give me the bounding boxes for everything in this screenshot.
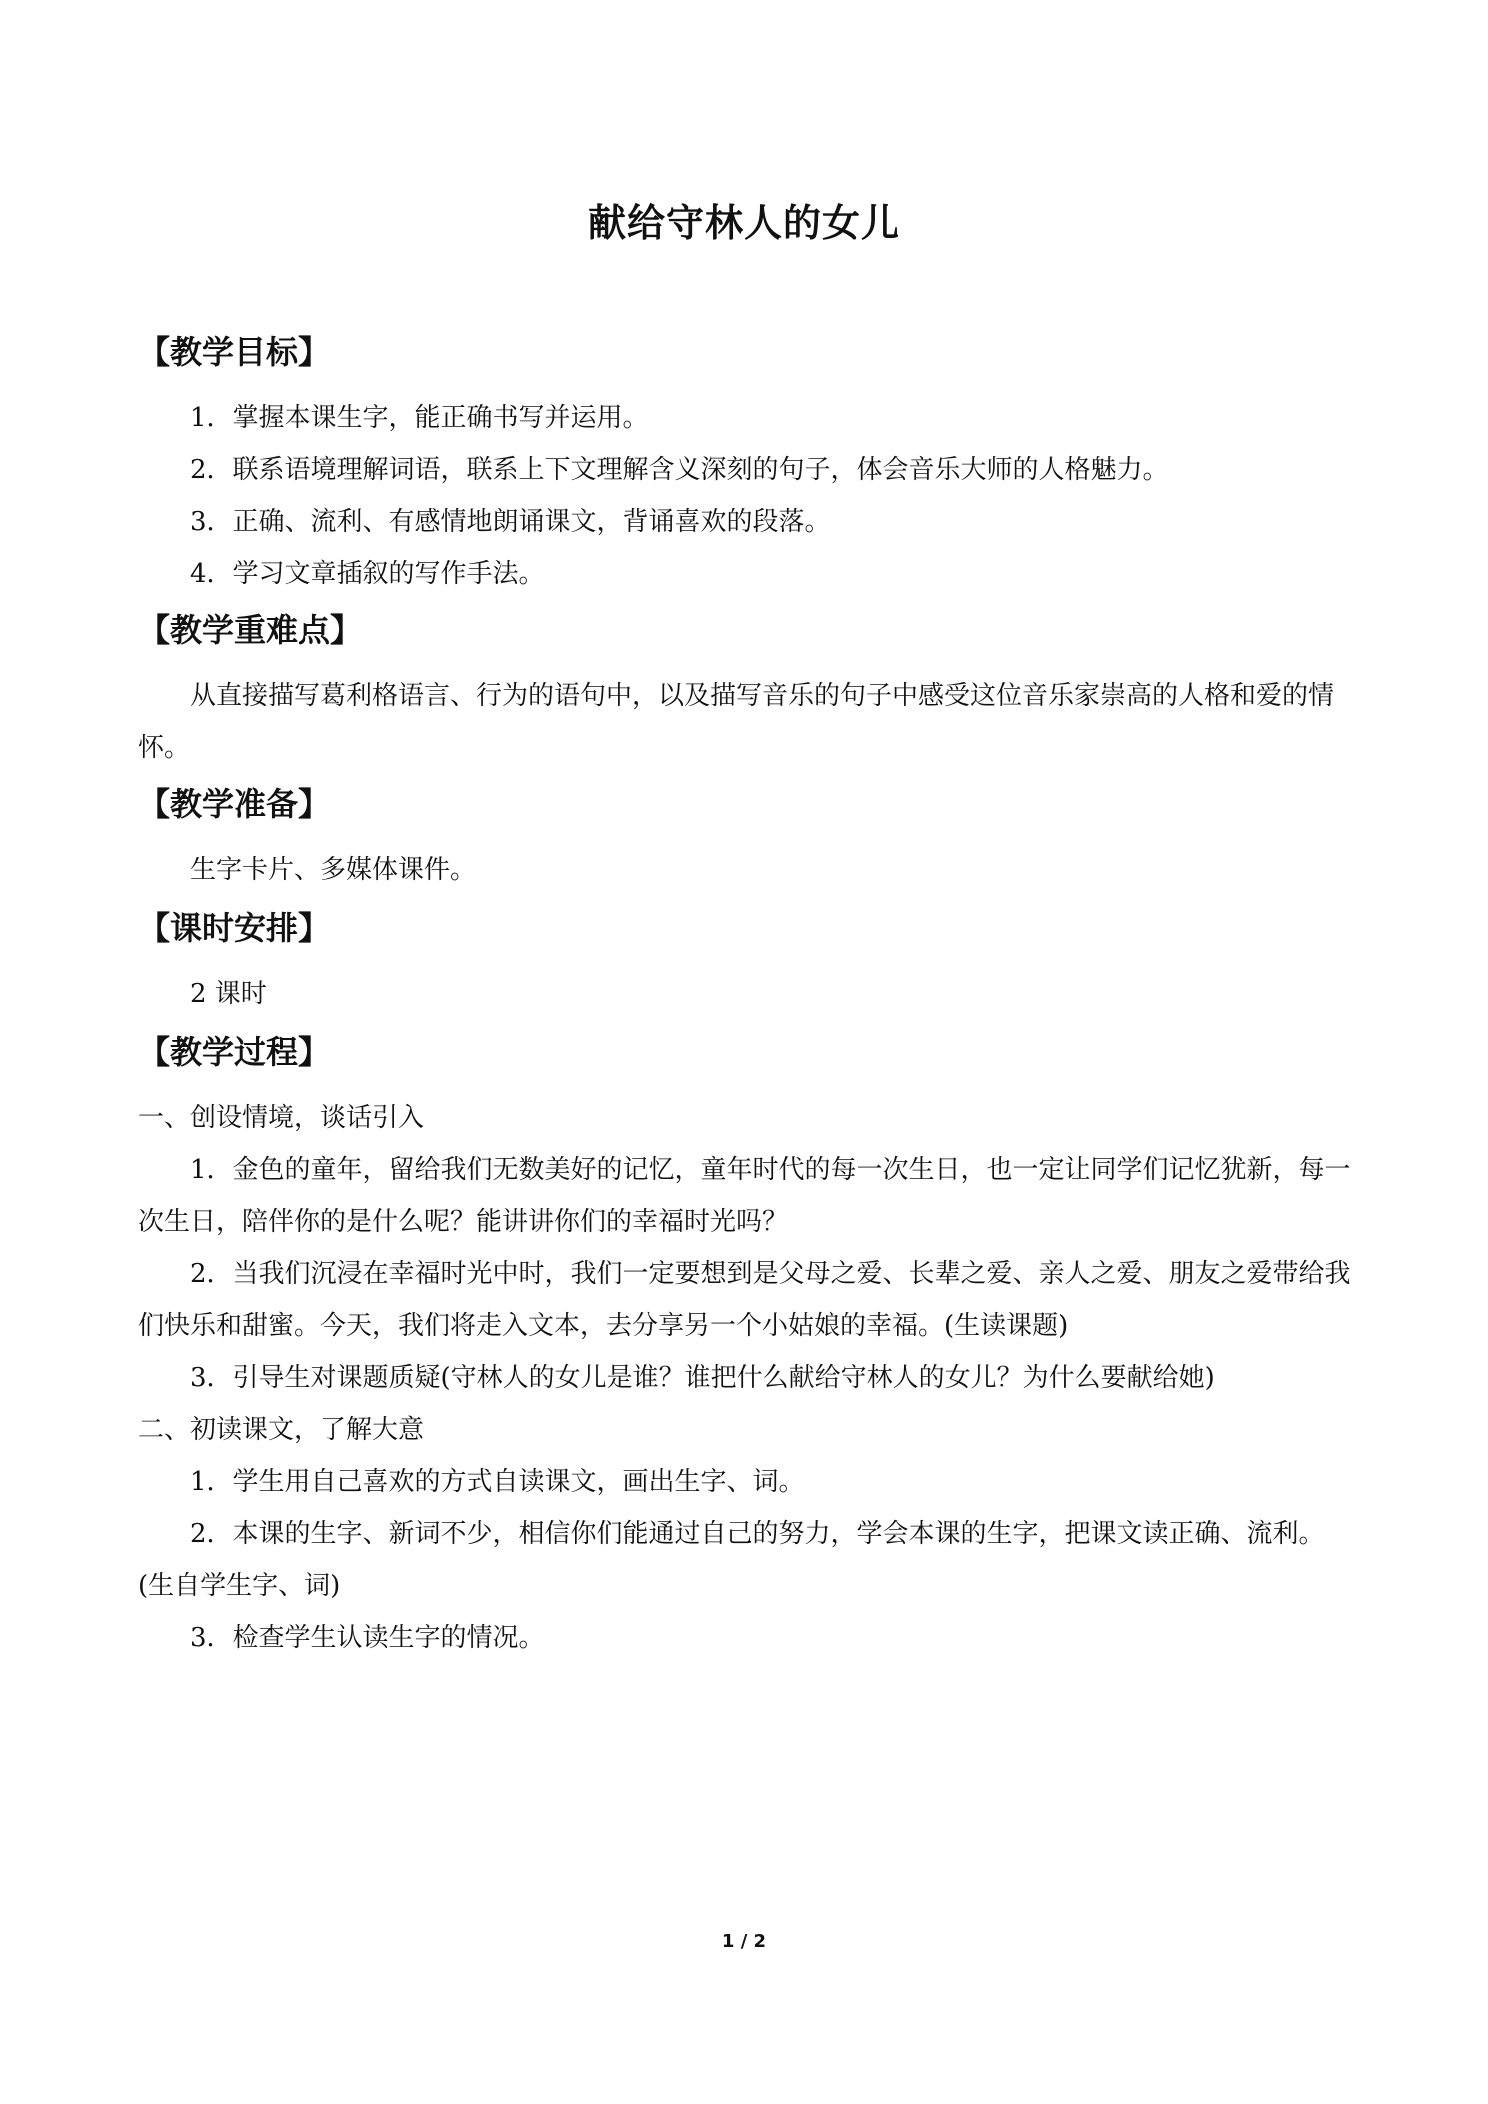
process-step-title: 二、初读课文，了解大意	[138, 1415, 425, 1445]
key-points-text: 从直接描写葛利格语言、行为的语句中，以及描写音乐的句子中感受这位音乐家崇高的人格和爱的情怀。	[138, 681, 1335, 763]
section-objectives	[138, 330, 1360, 600]
process-item: 2．当我们沉浸在幸福时光中时，我们一定要想到是父母之爱、长辈之爱、亲人之爱、朋友之爱带给我们快乐和甜蜜。今天，我们将走入文本，去分享另一个小姑娘的幸福。(生读课题)	[138, 1259, 1351, 1341]
objective-item: 3．正确、流利、有感情地朗诵课文，背诵喜欢的段落。	[190, 507, 831, 537]
section-heading: 【课时安排】	[138, 909, 331, 947]
section-preparation	[138, 782, 1360, 896]
section-schedule	[138, 906, 1360, 1020]
document-body	[138, 330, 1360, 1672]
process-item: 1．金色的童年，留给我们无数美好的记忆，童年时代的每一次生日，也一定让同学们记忆犹新，每一次生日，陪伴你的是什么呢？能讲讲你们的幸福时光吗？	[138, 1155, 1351, 1237]
page-number: 1 / 2	[721, 1931, 767, 1952]
process-step-title: 一、创设情境，谈话引入	[138, 1103, 425, 1133]
objective-item: 4．学习文章插叙的写作手法。	[190, 559, 545, 589]
section-heading: 【教学目标】	[138, 333, 331, 371]
process-item: 3．引导生对课题质疑(守林人的女儿是谁？谁把什么献给守林人的女儿？为什么要献给她)	[190, 1363, 1215, 1393]
section-heading: 【教学重难点】	[138, 611, 363, 649]
section-process	[138, 1030, 1360, 1664]
section-heading: 【教学过程】	[138, 1033, 331, 1071]
section-key-points	[138, 608, 1360, 774]
preparation-text: 生字卡片、多媒体课件。	[190, 855, 477, 885]
section-heading: 【教学准备】	[138, 785, 331, 823]
document-title: 献给守林人的女儿	[587, 201, 900, 245]
process-item: 2．本课的生字、新词不少，相信你们能通过自己的努力，学会本课的生字，把课文读正确、流利。(生自学生字、词)	[138, 1519, 1325, 1601]
process-item: 1．学生用自己喜欢的方式自读课文，画出生字、词。	[190, 1467, 805, 1497]
objective-item: 1．掌握本课生字，能正确书写并运用。	[190, 403, 649, 433]
objective-item: 2．联系语境理解词语，联系上下文理解含义深刻的句子，体会音乐大师的人格魅力。	[190, 455, 1169, 485]
schedule-text: 2 课时	[190, 979, 267, 1009]
process-item: 3．检查学生认读生字的情况。	[190, 1623, 545, 1653]
